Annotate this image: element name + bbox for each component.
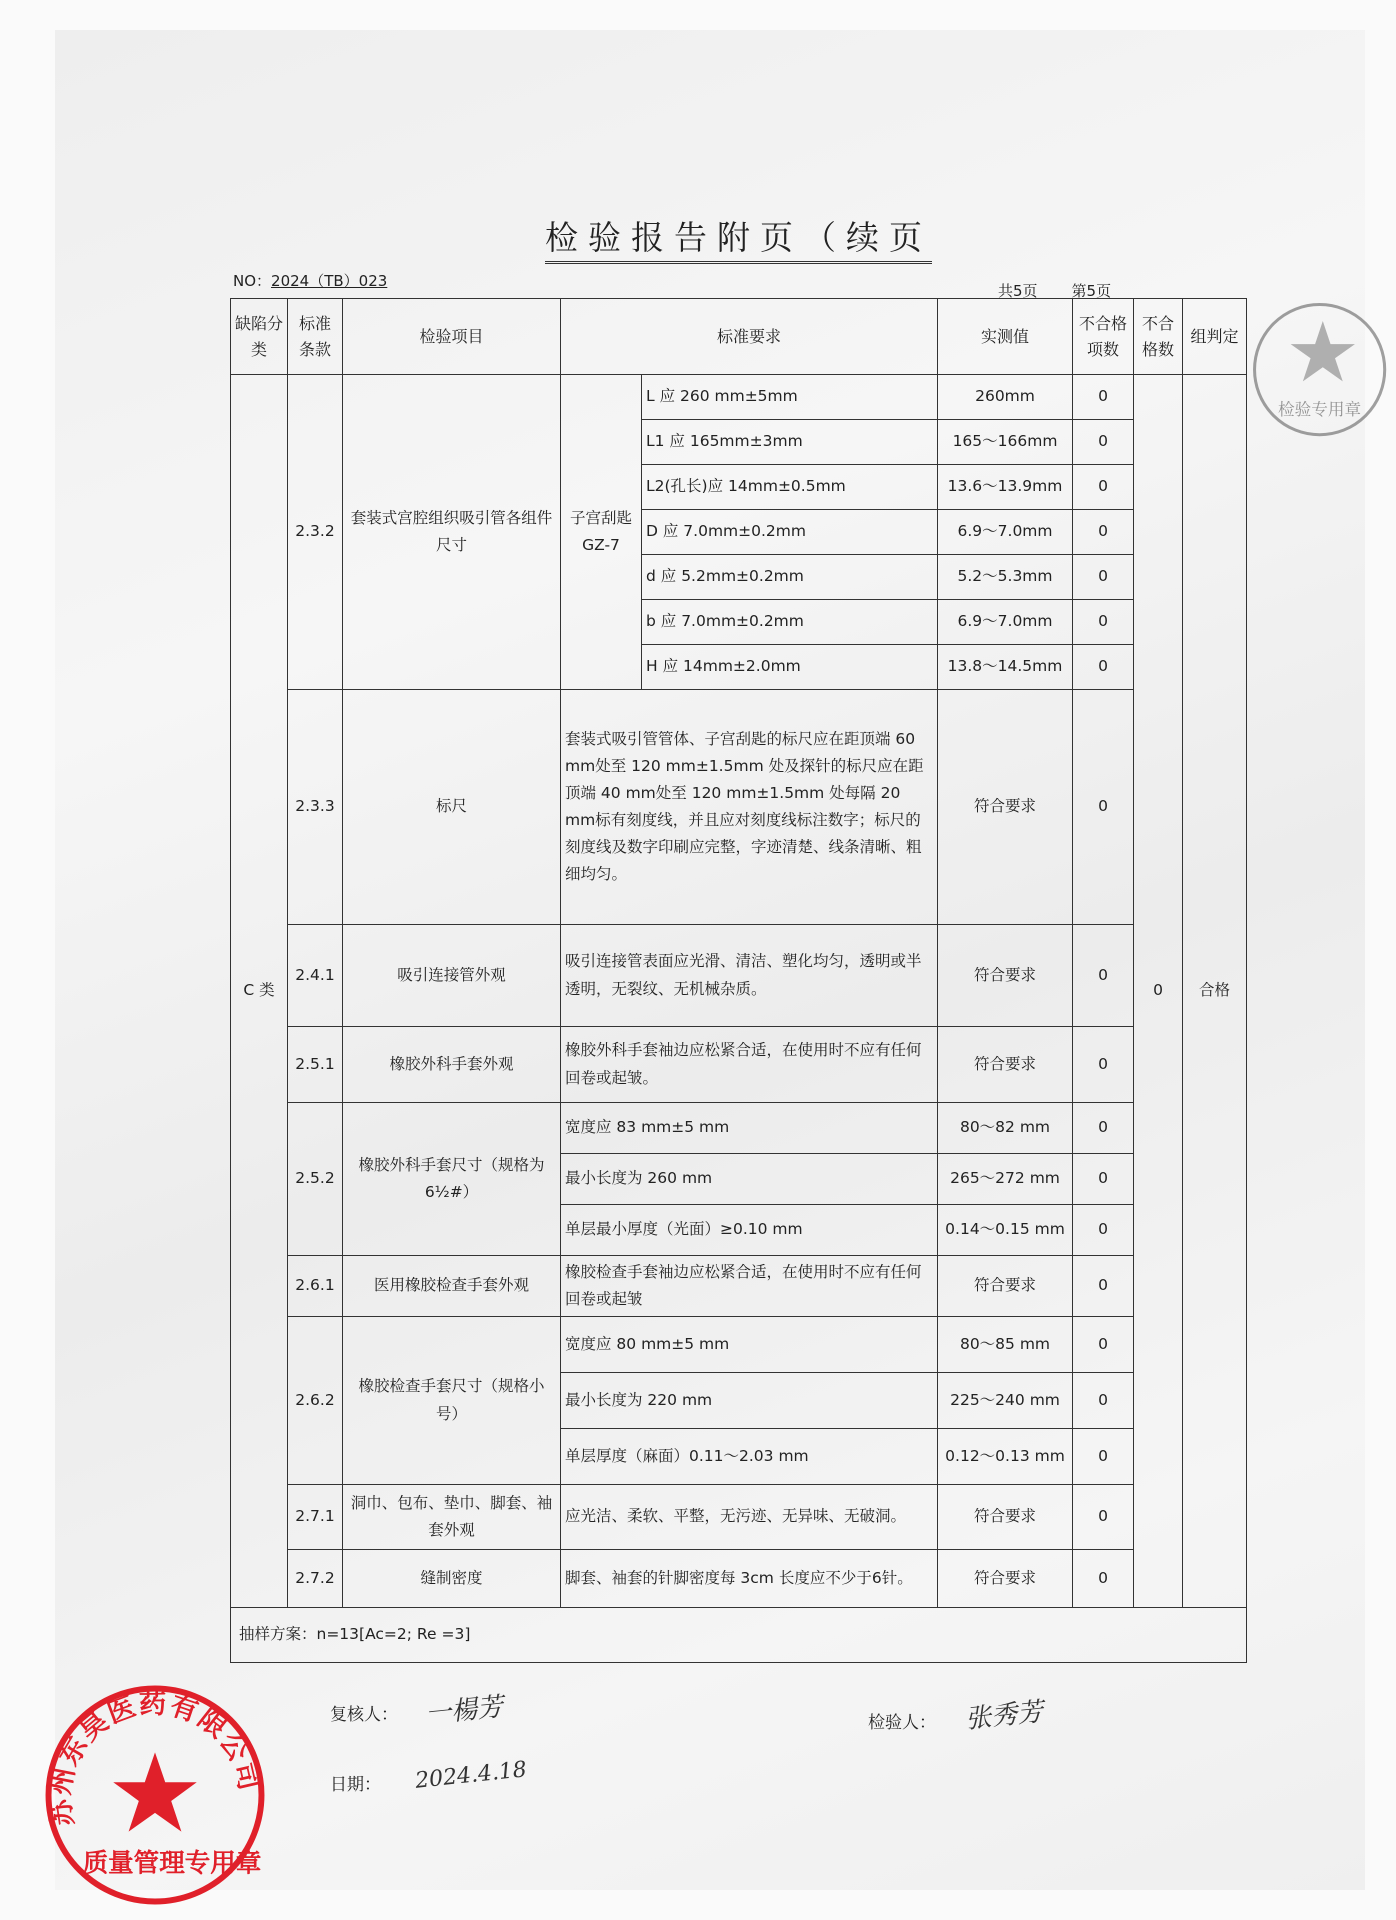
requirement-cell: L 应 260 mm±5mm — [642, 375, 938, 420]
clause-cell: 2.4.1 — [288, 925, 343, 1027]
fail-items-cell: 0 — [1073, 1256, 1134, 1317]
measured-cell: 符合要求 — [938, 690, 1073, 925]
fail-items-cell: 0 — [1073, 1205, 1134, 1256]
fail-items-cell: 0 — [1073, 1485, 1134, 1550]
fail-items-cell: 0 — [1073, 465, 1134, 510]
fail-items-cell: 0 — [1073, 600, 1134, 645]
report-number — [233, 270, 387, 291]
measured-cell: 5.2～5.3mm — [938, 555, 1073, 600]
table-header-row — [231, 299, 1247, 375]
header-clause: 标准条款 — [288, 299, 343, 375]
item-cell: 医用橡胶检查手套外观 — [343, 1256, 561, 1317]
fail-items-cell: 0 — [1073, 690, 1134, 925]
requirement-cell: L2(孔长)应 14mm±0.5mm — [642, 465, 938, 510]
measured-cell: 符合要求 — [938, 1485, 1073, 1550]
requirement-cell: d 应 5.2mm±0.2mm — [642, 555, 938, 600]
item-cell: 吸引连接管外观 — [343, 925, 561, 1027]
inspection-seal — [1250, 300, 1390, 440]
clause-cell: 2.6.1 — [288, 1256, 343, 1317]
table-row — [231, 690, 1247, 925]
measured-cell: 符合要求 — [938, 1256, 1073, 1317]
inspection-table — [230, 298, 1247, 1663]
header-requirement: 标准要求 — [561, 299, 938, 375]
measured-cell: 符合要求 — [938, 925, 1073, 1027]
fail-items-cell: 0 — [1073, 510, 1134, 555]
table-row — [231, 1485, 1247, 1550]
fail-items-cell: 0 — [1073, 1429, 1134, 1485]
item-cell: 橡胶外科手套尺寸（规格为 6½#） — [343, 1103, 561, 1256]
table-row — [231, 1256, 1247, 1317]
requirement-cell: 橡胶外科手套袖边应松紧合适，在使用时不应有任何回卷或起皱。 — [561, 1027, 938, 1103]
clause-cell: 2.3.2 — [288, 375, 343, 690]
requirement-cell: 脚套、袖套的针脚密度每 3cm 长度应不少于6针。 — [561, 1550, 938, 1608]
requirement-cell: 宽度应 83 mm±5 mm — [561, 1103, 938, 1154]
fail-count-cell: 0 — [1134, 375, 1183, 1608]
fail-items-cell: 0 — [1073, 925, 1134, 1027]
header-group-judgement: 组判定 — [1183, 299, 1247, 375]
measured-cell: 13.8～14.5mm — [938, 645, 1073, 690]
item-cell: 套装式宫腔组织吸引管各组件尺寸 — [343, 375, 561, 690]
table-row — [231, 925, 1247, 1027]
requirement-cell: 宽度应 80 mm±5 mm — [561, 1317, 938, 1373]
table-row — [231, 1103, 1247, 1154]
inspection-seal-text: 检验专用章 — [1278, 400, 1362, 420]
sampling-plan: 抽样方案：n=13[Ac=2; Re =3] — [231, 1608, 1247, 1663]
page-title: 检验报告附页（续页 — [545, 212, 932, 264]
requirement-cell: 套装式吸引管管体、子宫刮匙的标尺应在距顶端 60 mm处至 120 mm±1.5mm 处及探针的标尺应在距顶端 40 mm处至 120 mm±1.5mm 处每隔 20 mm标有刻度线，并且应对刻度线标注数字；标尺的刻度线及数字印刷应完整，字迹清楚、线条清晰、粗细均匀。 — [561, 690, 938, 925]
measured-cell: 6.9～7.0mm — [938, 600, 1073, 645]
table-row — [231, 375, 1247, 420]
measured-cell: 符合要求 — [938, 1027, 1073, 1103]
fail-items-cell: 0 — [1073, 1550, 1134, 1608]
inspector-label: 检验人： — [868, 1713, 936, 1733]
clause-cell: 2.7.2 — [288, 1550, 343, 1608]
defect-class-cell: C 类 — [231, 375, 288, 1608]
clause-cell: 2.7.1 — [288, 1485, 343, 1550]
measured-cell: 265～272 mm — [938, 1154, 1073, 1205]
header-fail-count: 不合格数 — [1134, 299, 1183, 375]
measured-cell: 80～85 mm — [938, 1317, 1073, 1373]
measured-cell: 13.6～13.9mm — [938, 465, 1073, 510]
item-cell: 标尺 — [343, 690, 561, 925]
report-number-value: 2024（TB）023 — [271, 272, 388, 290]
clause-cell: 2.3.3 — [288, 690, 343, 925]
requirement-cell: 应光洁、柔软、平整，无污迹、无异味、无破洞。 — [561, 1485, 938, 1550]
total-pages: 共5页 — [998, 282, 1038, 300]
item-cell: 橡胶外科手套外观 — [343, 1027, 561, 1103]
header-fail-items: 不合格项数 — [1073, 299, 1134, 375]
fail-items-cell: 0 — [1073, 555, 1134, 600]
clause-cell: 2.5.1 — [288, 1027, 343, 1103]
fail-items-cell: 0 — [1073, 1103, 1134, 1154]
requirement-cell: 单层最小厚度（光面）≥0.10 mm — [561, 1205, 938, 1256]
date-label: 日期： — [330, 1775, 381, 1795]
group-judgement-cell: 合格 — [1183, 375, 1247, 1608]
fail-items-cell: 0 — [1073, 1027, 1134, 1103]
item-cell: 橡胶检查手套尺寸（规格小号） — [343, 1317, 561, 1485]
fail-items-cell: 0 — [1073, 645, 1134, 690]
requirement-cell: 最小长度为 260 mm — [561, 1154, 938, 1205]
measured-cell: 80～82 mm — [938, 1103, 1073, 1154]
svg-text:苏州东昊医药有限公司: 苏州东昊医药有限公司 — [44, 1688, 265, 1829]
company-quality-seal — [40, 1680, 270, 1910]
measured-cell: 225～240 mm — [938, 1373, 1073, 1429]
requirement-cell: 橡胶检查手套袖边应松紧合适，在使用时不应有任何回卷或起皱 — [561, 1256, 938, 1317]
current-page: 第5页 — [1071, 282, 1112, 300]
table-row — [231, 1550, 1247, 1608]
measured-cell: 0.14～0.15 mm — [938, 1205, 1073, 1256]
requirement-cell: 最小长度为 220 mm — [561, 1373, 938, 1429]
date-value: 2024.4.18 — [414, 1757, 528, 1794]
item-cell: 洞巾、包布、垫巾、脚套、袖套外观 — [343, 1485, 561, 1550]
svg-text:质量管理专用章: 质量管理专用章 — [82, 1848, 262, 1879]
header-defect-class: 缺陷分类 — [231, 299, 288, 375]
fail-items-cell: 0 — [1073, 1373, 1134, 1429]
product-cell: 子宫刮匙 GZ-7 — [561, 375, 642, 690]
measured-cell: 0.12～0.13 mm — [938, 1429, 1073, 1485]
fail-items-cell: 0 — [1073, 375, 1134, 420]
inspector-signature: 张秀芳 — [963, 1696, 1045, 1735]
measured-cell: 6.9～7.0mm — [938, 510, 1073, 555]
fail-items-cell: 0 — [1073, 1317, 1134, 1373]
requirement-cell: H 应 14mm±2.0mm — [642, 645, 938, 690]
measured-cell: 165～166mm — [938, 420, 1073, 465]
requirement-cell: 单层厚度（麻面）0.11～2.03 mm — [561, 1429, 938, 1485]
report-number-label: NO： — [233, 272, 272, 290]
header-item: 检验项目 — [343, 299, 561, 375]
clause-cell: 2.5.2 — [288, 1103, 343, 1256]
clause-cell: 2.6.2 — [288, 1317, 343, 1485]
requirement-cell: 吸引连接管表面应光滑、清洁、塑化均匀，透明或半透明，无裂纹、无机械杂质。 — [561, 925, 938, 1027]
header-measured: 实测值 — [938, 299, 1073, 375]
fail-items-cell: 0 — [1073, 420, 1134, 465]
requirement-cell: D 应 7.0mm±0.2mm — [642, 510, 938, 555]
reviewer-label: 复核人： — [330, 1705, 398, 1725]
table-row — [231, 1317, 1247, 1373]
requirement-cell: b 应 7.0mm±0.2mm — [642, 600, 938, 645]
requirement-cell: L1 应 165mm±3mm — [642, 420, 938, 465]
fail-items-cell: 0 — [1073, 1154, 1134, 1205]
item-cell: 缝制密度 — [343, 1550, 561, 1608]
measured-cell: 符合要求 — [938, 1550, 1073, 1608]
measured-cell: 260mm — [938, 375, 1073, 420]
reviewer-signature: 一楊芳 — [423, 1691, 505, 1730]
table-row — [231, 1027, 1247, 1103]
